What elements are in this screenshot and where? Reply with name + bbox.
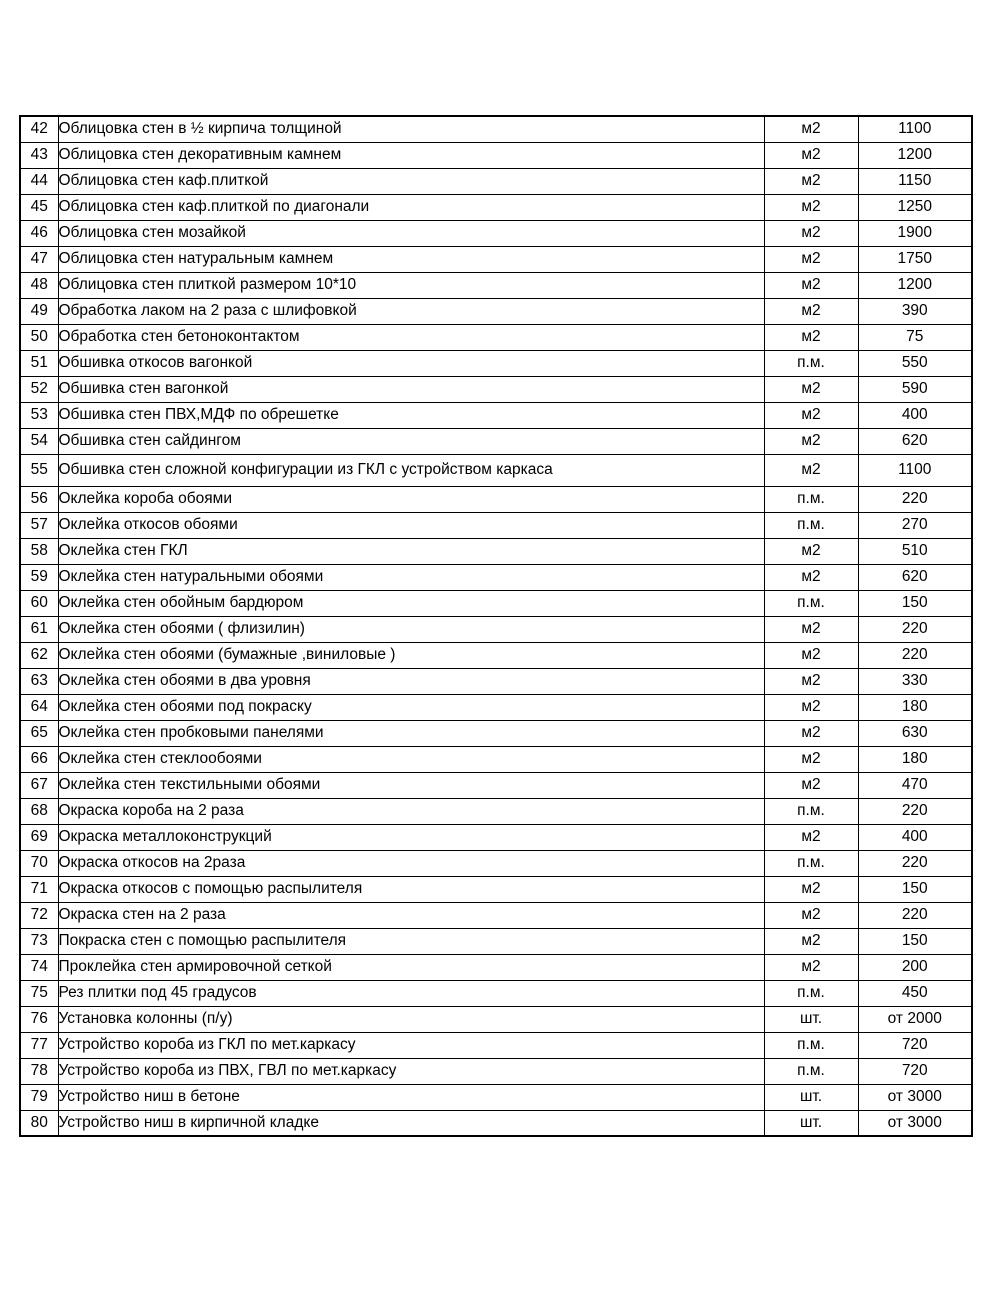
unit-of-measure: м2 [764,616,858,642]
price-value: 220 [858,616,972,642]
price-value: от 3000 [858,1110,972,1136]
work-description: Облицовка стен каф.плиткой по диагонали [58,194,764,220]
row-number: 53 [20,402,58,428]
price-value: 720 [858,1032,972,1058]
table-row [20,1032,972,1058]
price-value: от 2000 [858,1006,972,1032]
unit-of-measure: м2 [764,746,858,772]
unit-of-measure: м2 [764,454,858,486]
unit-of-measure: м2 [764,902,858,928]
work-description: Окраска короба на 2 раза [58,798,764,824]
table-row [20,798,972,824]
table-row [20,402,972,428]
unit-of-measure: м2 [764,142,858,168]
unit-of-measure: м2 [764,642,858,668]
row-number: 62 [20,642,58,668]
price-value: 510 [858,538,972,564]
row-number: 69 [20,824,58,850]
work-description: Оклейка стен текстильными обоями [58,772,764,798]
table-row [20,694,972,720]
work-description: Проклейка стен армировочной сеткой [58,954,764,980]
price-value: 220 [858,642,972,668]
work-description: Облицовка стен декоративным камнем [58,142,764,168]
row-number: 57 [20,512,58,538]
work-description: Окраска откосов с помощью распылителя [58,876,764,902]
table-row [20,142,972,168]
price-value: 180 [858,746,972,772]
row-number: 42 [20,116,58,142]
row-number: 51 [20,350,58,376]
unit-of-measure: м2 [764,376,858,402]
row-number: 52 [20,376,58,402]
row-number: 70 [20,850,58,876]
row-number: 55 [20,454,58,486]
row-number: 59 [20,564,58,590]
row-number: 67 [20,772,58,798]
unit-of-measure: п.м. [764,850,858,876]
table-row [20,1058,972,1084]
work-description: Окраска стен на 2 раза [58,902,764,928]
table-row [20,220,972,246]
price-value: 75 [858,324,972,350]
unit-of-measure: м2 [764,168,858,194]
row-number: 45 [20,194,58,220]
work-description: Облицовка стен каф.плиткой [58,168,764,194]
table-row [20,116,972,142]
work-description: Оклейка стен обоями (бумажные ,виниловые ) [58,642,764,668]
work-description: Оклейка откосов обоями [58,512,764,538]
work-description: Оклейка стен натуральными обоями [58,564,764,590]
unit-of-measure: шт. [764,1110,858,1136]
work-description: Облицовка стен плиткой размером 10*10 [58,272,764,298]
price-value: 630 [858,720,972,746]
row-number: 66 [20,746,58,772]
unit-of-measure: п.м. [764,1032,858,1058]
row-number: 64 [20,694,58,720]
work-description: Оклейка короба обоями [58,486,764,512]
work-description: Рез плитки под 45 градусов [58,980,764,1006]
price-value: 150 [858,876,972,902]
work-description: Устройство короба из ГКЛ по мет.каркасу [58,1032,764,1058]
price-value: 180 [858,694,972,720]
table-row [20,350,972,376]
unit-of-measure: м2 [764,324,858,350]
unit-of-measure: м2 [764,272,858,298]
work-description: Обработка стен бетоноконтактом [58,324,764,350]
unit-of-measure: п.м. [764,1058,858,1084]
work-description: Установка колонны (п/у) [58,1006,764,1032]
row-number: 78 [20,1058,58,1084]
row-number: 77 [20,1032,58,1058]
price-list-body [20,116,972,1136]
unit-of-measure: п.м. [764,512,858,538]
table-row [20,590,972,616]
price-list-table [19,115,973,1137]
price-value: 720 [858,1058,972,1084]
unit-of-measure: м2 [764,538,858,564]
unit-of-measure: м2 [764,772,858,798]
row-number: 61 [20,616,58,642]
price-value: 1200 [858,142,972,168]
work-description: Облицовка стен мозайкой [58,220,764,246]
price-value: 390 [858,298,972,324]
work-description: Обшивка откосов вагонкой [58,350,764,376]
price-value: 200 [858,954,972,980]
table-row [20,746,972,772]
unit-of-measure: м2 [764,928,858,954]
work-description: Обшивка стен вагонкой [58,376,764,402]
price-value: 470 [858,772,972,798]
table-row [20,298,972,324]
unit-of-measure: м2 [764,720,858,746]
row-number: 44 [20,168,58,194]
row-number: 72 [20,902,58,928]
unit-of-measure: м2 [764,876,858,902]
table-row [20,902,972,928]
table-row [20,720,972,746]
row-number: 63 [20,668,58,694]
work-description: Оклейка стен обоями ( флизилин) [58,616,764,642]
row-number: 46 [20,220,58,246]
table-row [20,616,972,642]
price-value: 330 [858,668,972,694]
work-description: Покраска стен с помощью распылителя [58,928,764,954]
unit-of-measure: п.м. [764,350,858,376]
table-row [20,272,972,298]
price-value: 220 [858,798,972,824]
row-number: 79 [20,1084,58,1110]
table-row [20,928,972,954]
table-row [20,428,972,454]
work-description: Оклейка стен пробковыми панелями [58,720,764,746]
table-row [20,668,972,694]
price-value: 1250 [858,194,972,220]
row-number: 68 [20,798,58,824]
table-row [20,246,972,272]
table-row [20,1084,972,1110]
row-number: 74 [20,954,58,980]
table-row [20,324,972,350]
work-description: Устройство ниш в кирпичной кладке [58,1110,764,1136]
price-value: 1150 [858,168,972,194]
work-description: Обшивка стен ПВХ,МДФ по обрешетке [58,402,764,428]
price-value: 450 [858,980,972,1006]
unit-of-measure: п.м. [764,590,858,616]
table-row [20,876,972,902]
row-number: 60 [20,590,58,616]
unit-of-measure: м2 [764,402,858,428]
row-number: 65 [20,720,58,746]
table-row [20,824,972,850]
work-description: Окраска металлоконструкций [58,824,764,850]
work-description: Оклейка стен обойным бардюром [58,590,764,616]
table-row [20,954,972,980]
work-description: Оклейка стен ГКЛ [58,538,764,564]
row-number: 76 [20,1006,58,1032]
table-row [20,1110,972,1136]
price-value: 150 [858,590,972,616]
row-number: 75 [20,980,58,1006]
work-description: Обшивка стен сайдингом [58,428,764,454]
table-row [20,850,972,876]
table-row [20,454,972,486]
table-row [20,486,972,512]
work-description: Окраска откосов на 2раза [58,850,764,876]
table-row [20,980,972,1006]
unit-of-measure: п.м. [764,486,858,512]
price-value: 400 [858,824,972,850]
work-description: Оклейка стен обоями под покраску [58,694,764,720]
price-value: 400 [858,402,972,428]
table-row [20,194,972,220]
price-value: 220 [858,902,972,928]
row-number: 49 [20,298,58,324]
price-value: 220 [858,850,972,876]
unit-of-measure: шт. [764,1006,858,1032]
price-value: 620 [858,428,972,454]
table-row [20,512,972,538]
unit-of-measure: м2 [764,954,858,980]
work-description: Облицовка стен в ½ кирпича толщиной [58,116,764,142]
work-description: Устройство короба из ПВХ, ГВЛ по мет.каркасу [58,1058,764,1084]
unit-of-measure: м2 [764,428,858,454]
unit-of-measure: п.м. [764,980,858,1006]
table-row [20,376,972,402]
unit-of-measure: м2 [764,194,858,220]
unit-of-measure: м2 [764,298,858,324]
unit-of-measure: м2 [764,668,858,694]
unit-of-measure: м2 [764,246,858,272]
work-description: Обшивка стен сложной конфигурации из ГКЛ с устройством каркаса [58,454,764,486]
price-value: 550 [858,350,972,376]
unit-of-measure: м2 [764,564,858,590]
price-value: 1750 [858,246,972,272]
price-value: 1200 [858,272,972,298]
unit-of-measure: м2 [764,220,858,246]
row-number: 54 [20,428,58,454]
table-row [20,772,972,798]
unit-of-measure: м2 [764,694,858,720]
table-row [20,564,972,590]
work-description: Облицовка стен натуральным камнем [58,246,764,272]
row-number: 56 [20,486,58,512]
unit-of-measure: м2 [764,824,858,850]
price-value: 220 [858,486,972,512]
work-description: Оклейка стен стеклообоями [58,746,764,772]
price-value: 620 [858,564,972,590]
table-row [20,642,972,668]
price-value: 1100 [858,116,972,142]
row-number: 43 [20,142,58,168]
price-value: от 3000 [858,1084,972,1110]
price-value: 150 [858,928,972,954]
row-number: 50 [20,324,58,350]
price-value: 1100 [858,454,972,486]
row-number: 73 [20,928,58,954]
work-description: Оклейка стен обоями в два уровня [58,668,764,694]
row-number: 80 [20,1110,58,1136]
table-row [20,168,972,194]
unit-of-measure: п.м. [764,798,858,824]
table-row [20,1006,972,1032]
unit-of-measure: шт. [764,1084,858,1110]
table-row [20,538,972,564]
work-description: Устройство ниш в бетоне [58,1084,764,1110]
price-value: 590 [858,376,972,402]
row-number: 71 [20,876,58,902]
row-number: 58 [20,538,58,564]
unit-of-measure: м2 [764,116,858,142]
row-number: 47 [20,246,58,272]
work-description: Обработка лаком на 2 раза с шлифовкой [58,298,764,324]
price-value: 1900 [858,220,972,246]
row-number: 48 [20,272,58,298]
price-value: 270 [858,512,972,538]
